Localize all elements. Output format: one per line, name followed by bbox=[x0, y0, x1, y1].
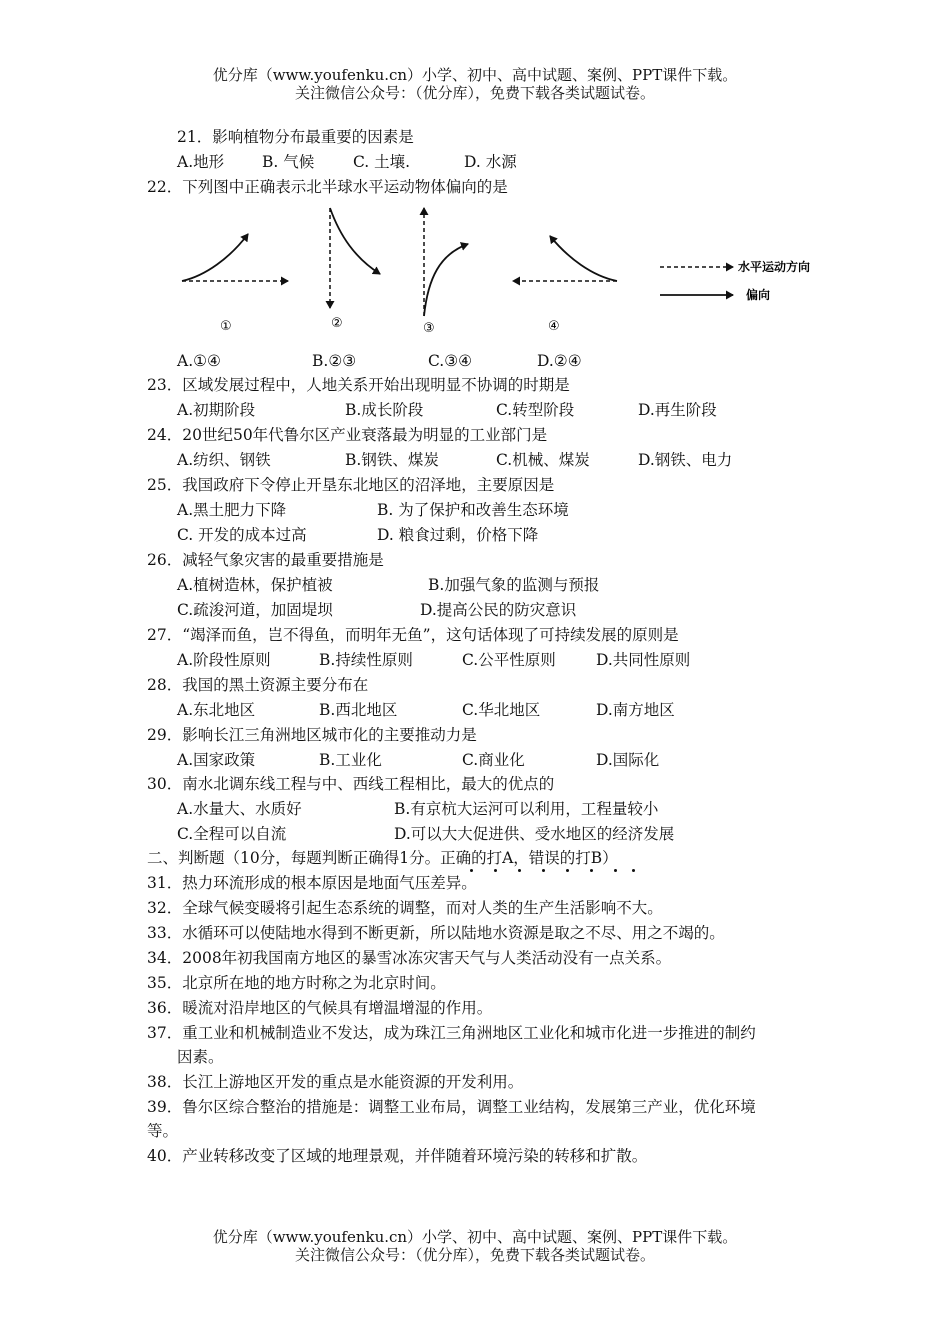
judgment-text: 北京所在地的地方时称之为北京时间。 bbox=[182, 974, 446, 992]
q27-option-d: D.共同性原则 bbox=[596, 651, 691, 669]
q30-option-d: D.可以大大促进供、受水地区的经济发展 bbox=[394, 825, 675, 843]
q23-option-c: C.转型阶段 bbox=[496, 401, 575, 419]
deflection-diagram bbox=[170, 196, 850, 342]
judgment-33 bbox=[147, 922, 725, 944]
figure-2 bbox=[330, 208, 380, 331]
question-24 bbox=[147, 424, 547, 446]
figure-label-1: ① bbox=[220, 319, 232, 334]
judgment-number: 33． bbox=[147, 924, 183, 942]
judgment-number: 35． bbox=[147, 974, 183, 992]
judgment-text: 鲁尔区综合整治的措施是：调整工业布局，调整工业结构，发展第三产业，优化环境 bbox=[182, 1098, 756, 1116]
judgment-37-continuation: 因素。 bbox=[177, 1048, 224, 1066]
legend-solid-label: 偏向 bbox=[746, 288, 771, 302]
q25-option-d: D. 粮食过剩，价格下降 bbox=[377, 526, 539, 544]
question-text: 南水北调东线工程与中、西线工程相比，最大的优点的 bbox=[182, 775, 555, 793]
question-number: 27． bbox=[147, 626, 183, 644]
q25-option-b: B. 为了保护和改善生态环境 bbox=[377, 501, 569, 519]
question-text: 影响长江三角洲地区城市化的主要推动力是 bbox=[182, 726, 477, 744]
judgment-text: 水循环可以使陆地水得到不断更新，所以陆地水资源是取之不尽、用之不竭的。 bbox=[182, 924, 725, 942]
question-27 bbox=[147, 624, 679, 646]
q28-option-a: A.东北地区 bbox=[177, 701, 256, 719]
q29-option-b: B.工业化 bbox=[319, 751, 382, 769]
q22-option-a: A.①④ bbox=[177, 352, 221, 370]
question-text: 减轻气象灾害的最重要措施是 bbox=[182, 551, 384, 569]
q22-option-d: D.②④ bbox=[537, 352, 582, 370]
figure-label-4: ④ bbox=[548, 319, 560, 334]
legend-dashed-label: 水平运动方向 bbox=[738, 260, 811, 274]
q30-option-b: B.有京杭大运河可以利用，工程量较小 bbox=[394, 800, 659, 818]
q28-option-b: B.西北地区 bbox=[319, 701, 398, 719]
q24-option-b: B.钢铁、煤炭 bbox=[345, 451, 439, 469]
question-text: “竭泽而鱼，岂不得鱼，而明年无鱼”，这句话体现了可持续发展的原则是 bbox=[182, 626, 679, 644]
q28-option-c: C.华北地区 bbox=[462, 701, 541, 719]
judgment-number: 38． bbox=[147, 1073, 183, 1091]
q25-option-a: A.黑土肥力下降 bbox=[177, 501, 287, 519]
footer-line-2: 关注微信公众号：（优分库），免费下载各类试题试卷。 bbox=[294, 1246, 655, 1264]
question-number: 25． bbox=[147, 476, 183, 494]
q24-option-d: D.钢铁、电力 bbox=[638, 451, 733, 469]
judgment-32 bbox=[147, 897, 663, 919]
q27-option-c: C.公平性原则 bbox=[462, 651, 556, 669]
page-footer bbox=[0, 1228, 950, 1264]
question-text: 下列图中正确表示北半球水平运动物体偏向的是 bbox=[182, 178, 508, 196]
q25-option-c: C. 开发的成本过高 bbox=[177, 526, 307, 544]
figure-label-3: ③ bbox=[423, 321, 435, 336]
judgment-38 bbox=[147, 1071, 523, 1093]
question-number: 22． bbox=[147, 178, 183, 196]
question-number: 24． bbox=[147, 426, 183, 444]
question-25 bbox=[147, 474, 554, 496]
q27-option-b: B.持续性原则 bbox=[319, 651, 413, 669]
judgment-number: 39． bbox=[147, 1098, 183, 1116]
q30-option-a: A.水量大、水质好 bbox=[177, 800, 302, 818]
question-21 bbox=[177, 126, 414, 148]
judgment-text: 长江上游地区开发的重点是水能资源的开发利用。 bbox=[182, 1073, 524, 1091]
q27-option-a: A.阶段性原则 bbox=[177, 651, 271, 669]
judgment-36 bbox=[147, 997, 492, 1019]
q21-option-a: A.地形 bbox=[177, 153, 225, 171]
question-number: 26． bbox=[147, 551, 183, 569]
judgment-37 bbox=[147, 1022, 756, 1044]
header-line-2: 关注微信公众号：（优分库），免费下载各类试题试卷。 bbox=[294, 84, 655, 102]
question-29 bbox=[147, 724, 477, 746]
question-number: 21． bbox=[177, 128, 213, 146]
question-23 bbox=[147, 374, 570, 396]
q24-option-c: C.机械、煤炭 bbox=[496, 451, 590, 469]
judgment-35 bbox=[147, 972, 446, 994]
question-text: 我国的黑土资源主要分布在 bbox=[182, 676, 369, 694]
emphasis-dots bbox=[468, 869, 638, 877]
q22-option-b: B.②③ bbox=[312, 352, 357, 370]
figure-label-2: ② bbox=[331, 316, 343, 331]
q26-option-d: D.提高公民的防灾意识 bbox=[420, 601, 577, 619]
q26-option-b: B.加强气象的监测与预报 bbox=[428, 576, 600, 594]
judgment-34 bbox=[147, 947, 671, 969]
q21-option-b: B. 气候 bbox=[262, 153, 315, 171]
q24-option-a: A.纺织、钢铁 bbox=[177, 451, 271, 469]
judgment-text: 重工业和机械制造业不发达，成为珠江三角洲地区工业化和城市化进一步推进的制约 bbox=[182, 1024, 756, 1042]
judgment-40 bbox=[147, 1145, 647, 1167]
q22-option-c: C.③④ bbox=[428, 352, 473, 370]
question-number: 29． bbox=[147, 726, 183, 744]
judgment-number: 36． bbox=[147, 999, 183, 1017]
judgment-31 bbox=[147, 872, 477, 894]
judgment-number: 31． bbox=[147, 874, 183, 892]
figure-4 bbox=[513, 236, 617, 334]
q28-option-d: D.南方地区 bbox=[596, 701, 675, 719]
q21-option-c: C. 土壤. bbox=[353, 153, 411, 171]
q29-option-a: A.国家政策 bbox=[177, 751, 256, 769]
header-line-1: 优分库（www.youfenku.cn）小学、初中、高中试题、案例、PPT课件下载。 bbox=[212, 66, 738, 84]
figure-3 bbox=[423, 208, 468, 336]
judgment-text: 全球气候变暖将引起生态系统的调整，而对人类的生产生活影响不大。 bbox=[182, 899, 663, 917]
question-text: 20世纪50年代鲁尔区产业衰落最为明显的工业部门是 bbox=[182, 426, 548, 444]
question-number: 28． bbox=[147, 676, 183, 694]
page-header bbox=[0, 66, 950, 102]
q26-option-c: C.疏浚河道，加固堤坝 bbox=[177, 601, 333, 619]
q23-option-d: D.再生阶段 bbox=[638, 401, 717, 419]
judgment-number: 34． bbox=[147, 949, 183, 967]
judgment-text: 2008年初我国南方地区的暴雪冰冻灾害天气与人类活动没有一点关系。 bbox=[182, 949, 672, 967]
question-22 bbox=[147, 176, 508, 198]
figure-1 bbox=[182, 234, 288, 334]
q29-option-d: D.国际化 bbox=[596, 751, 660, 769]
judgment-39-continuation: 等。 bbox=[147, 1122, 179, 1140]
q23-option-b: B.成长阶段 bbox=[345, 401, 424, 419]
q29-option-c: C.商业化 bbox=[462, 751, 525, 769]
judgment-number: 37． bbox=[147, 1024, 183, 1042]
question-number: 30． bbox=[147, 775, 183, 793]
q23-option-a: A.初期阶段 bbox=[177, 401, 256, 419]
judgment-number: 40． bbox=[147, 1147, 183, 1165]
section-2-heading: 二、判断题（10分，每题判断正确得1分。正确的打A，错误的打B） bbox=[147, 849, 618, 867]
footer-line-1: 优分库（www.youfenku.cn）小学、初中、高中试题、案例、PPT课件下载。 bbox=[212, 1228, 738, 1246]
question-30 bbox=[147, 773, 554, 795]
judgment-number: 32． bbox=[147, 899, 183, 917]
question-text: 我国政府下令停止开垦东北地区的沼泽地，主要原因是 bbox=[182, 476, 555, 494]
judgment-text: 暖流对沿岸地区的气候具有增温增湿的作用。 bbox=[182, 999, 493, 1017]
judgment-text: 产业转移改变了区域的地理景观，并伴随着环境污染的转移和扩散。 bbox=[182, 1147, 648, 1165]
judgment-39 bbox=[147, 1096, 756, 1118]
diagram-legend bbox=[660, 259, 810, 302]
q30-option-c: C.全程可以自流 bbox=[177, 825, 287, 843]
question-number: 23． bbox=[147, 376, 183, 394]
question-text: 区域发展过程中，人地关系开始出现明显不协调的时期是 bbox=[182, 376, 570, 394]
question-26 bbox=[147, 549, 384, 571]
q21-option-d: D. 水源 bbox=[464, 153, 517, 171]
q26-option-a: A.植树造林，保护植被 bbox=[177, 576, 333, 594]
question-text: 影响植物分布最重要的因素是 bbox=[212, 128, 414, 146]
judgment-text: 热力环流形成的根本原因是地面气压差异。 bbox=[182, 874, 477, 892]
question-28 bbox=[147, 674, 368, 696]
